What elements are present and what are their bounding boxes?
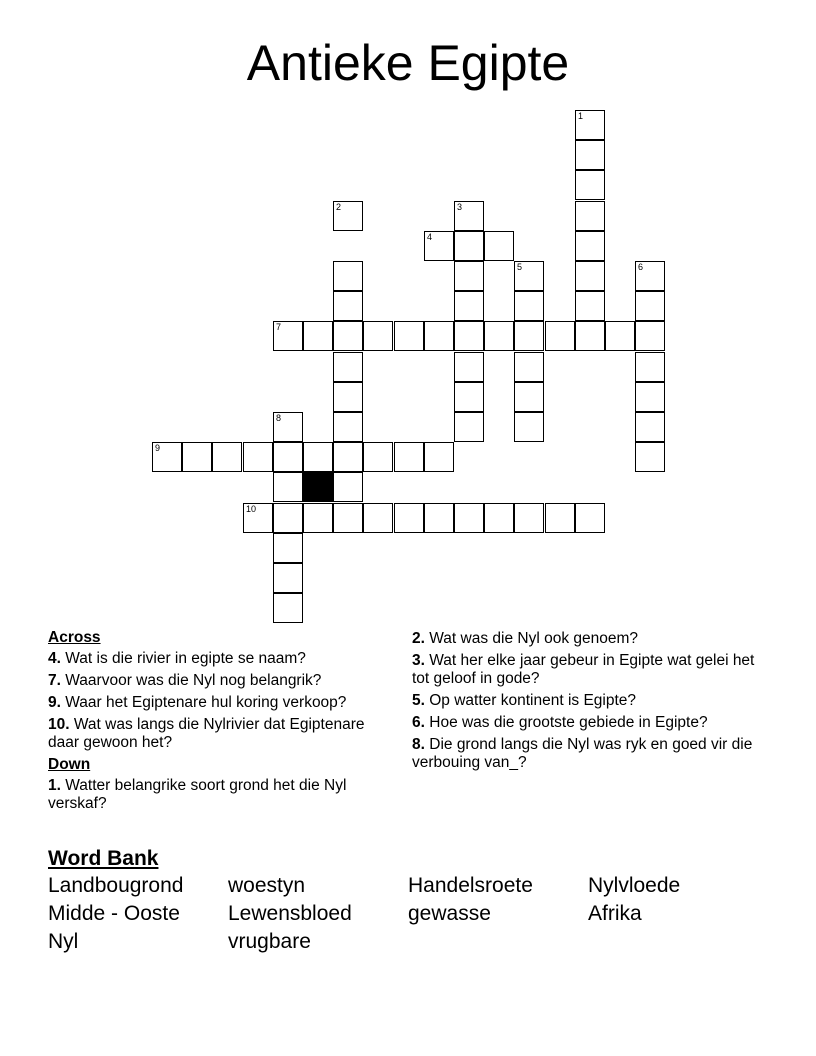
clue-down-6 <box>412 714 772 732</box>
cell-number: 10 <box>246 504 257 514</box>
clue-across-4 <box>48 650 398 668</box>
cell-number: 8 <box>276 413 282 423</box>
grid-cell[interactable] <box>424 321 454 351</box>
grid-cell[interactable] <box>484 321 514 351</box>
grid-cell[interactable] <box>575 110 605 140</box>
page-title: Antieke Egipte <box>246 35 570 91</box>
clue-down-2 <box>412 630 772 648</box>
grid-cell[interactable] <box>514 412 544 442</box>
clue-number: 5. <box>412 692 425 709</box>
clue-number: 7. <box>48 672 61 689</box>
grid-cell[interactable] <box>273 563 303 593</box>
black-square <box>303 472 333 502</box>
grid-cell[interactable] <box>545 503 575 533</box>
grid-cell[interactable] <box>454 231 484 261</box>
grid-cell[interactable] <box>575 170 605 200</box>
clue-text: Wat was die Nyl ook genoem? <box>429 630 639 647</box>
grid-cell[interactable] <box>514 503 544 533</box>
grid-cell[interactable] <box>575 291 605 321</box>
clue-text: Op watter kontinent is Egipte? <box>429 692 637 709</box>
grid-cell[interactable] <box>575 140 605 170</box>
grid-cell[interactable] <box>635 261 665 291</box>
grid-cell[interactable] <box>333 503 363 533</box>
grid-cell[interactable] <box>333 382 363 412</box>
clue-text: Die grond langs die Nyl was ryk en goed vir die verbouing van_? <box>412 736 753 771</box>
grid-cell[interactable] <box>635 382 665 412</box>
grid-cell[interactable] <box>424 503 454 533</box>
grid-cell[interactable] <box>273 472 303 502</box>
grid-cell[interactable] <box>333 472 363 502</box>
clues-left-column <box>48 627 398 817</box>
grid-cell[interactable] <box>635 321 665 351</box>
grid-cell[interactable] <box>454 321 484 351</box>
grid-cell[interactable] <box>243 503 273 533</box>
grid-cell[interactable] <box>454 261 484 291</box>
grid-cell[interactable] <box>394 442 424 472</box>
grid-cell[interactable] <box>454 412 484 442</box>
clue-number: 8. <box>412 736 425 753</box>
grid-cell[interactable] <box>605 321 635 351</box>
grid-cell[interactable] <box>545 321 575 351</box>
grid-cell[interactable] <box>152 442 182 472</box>
grid-cell[interactable] <box>454 352 484 382</box>
grid-cell[interactable] <box>514 321 544 351</box>
grid-cell[interactable] <box>273 503 303 533</box>
across-heading: Across <box>48 629 101 646</box>
clue-text: Wat is die rivier in egipte se naam? <box>65 650 306 667</box>
grid-cell[interactable] <box>303 503 333 533</box>
grid-cell[interactable] <box>243 442 273 472</box>
word-bank-item: Handelsroete <box>408 874 533 897</box>
grid-cell[interactable] <box>635 291 665 321</box>
word-bank-item: Midde - Ooste <box>48 902 180 925</box>
grid-cell[interactable] <box>454 291 484 321</box>
grid-cell[interactable] <box>394 503 424 533</box>
grid-cell[interactable] <box>333 261 363 291</box>
clue-down-5 <box>412 692 772 710</box>
grid-cell[interactable] <box>575 261 605 291</box>
clue-down-8 <box>412 736 772 772</box>
clue-down-3 <box>412 652 772 688</box>
clue-text: Hoe was die grootste gebiede in Egipte? <box>429 714 708 731</box>
clue-across-10 <box>48 716 398 752</box>
clue-number: 6. <box>412 714 425 731</box>
cell-number: 7 <box>276 322 282 332</box>
grid-cell[interactable] <box>484 503 514 533</box>
grid-cell[interactable] <box>635 442 665 472</box>
grid-cell[interactable] <box>575 231 605 261</box>
word-bank-item: gewasse <box>408 902 491 925</box>
grid-cell[interactable] <box>273 412 303 442</box>
down-heading: Down <box>48 756 91 773</box>
cell-number: 6 <box>638 262 644 272</box>
clue-across-7 <box>48 672 398 690</box>
grid-cell[interactable] <box>363 442 393 472</box>
clue-number: 2. <box>412 630 425 647</box>
cell-number: 9 <box>155 443 161 453</box>
cell-number: 3 <box>457 202 463 212</box>
grid-cell[interactable] <box>514 291 544 321</box>
word-bank-title: Word Bank <box>48 847 159 870</box>
word-bank-item: vrugbare <box>228 930 311 953</box>
grid-cell[interactable] <box>212 442 242 472</box>
grid-cell[interactable] <box>484 231 514 261</box>
grid-cell[interactable] <box>363 503 393 533</box>
clues-right-column <box>412 627 772 776</box>
word-bank-item: Afrika <box>588 902 642 925</box>
grid-cell[interactable] <box>363 321 393 351</box>
grid-cell[interactable] <box>514 352 544 382</box>
grid-cell[interactable] <box>575 321 605 351</box>
word-bank-item: Landbougrond <box>48 874 184 897</box>
word-bank-item: Lewensbloed <box>228 902 352 925</box>
grid-cell[interactable] <box>303 321 333 351</box>
grid-cell[interactable] <box>454 382 484 412</box>
grid-cell[interactable] <box>424 442 454 472</box>
word-bank-item: woestyn <box>228 874 306 897</box>
grid-cell[interactable] <box>333 352 363 382</box>
grid-cell[interactable] <box>273 533 303 563</box>
grid-cell[interactable] <box>424 231 454 261</box>
grid-cell[interactable] <box>333 442 363 472</box>
grid-cell[interactable] <box>273 321 303 351</box>
grid-cell[interactable] <box>182 442 212 472</box>
grid-cell[interactable] <box>333 201 363 231</box>
clue-number: 1. <box>48 777 61 794</box>
grid-cell[interactable] <box>514 382 544 412</box>
clue-number: 3. <box>412 652 425 669</box>
grid-cell[interactable] <box>273 442 303 472</box>
clue-text: Wat was langs die Nylrivier dat Egiptenare daar gewoon het? <box>48 716 365 751</box>
cell-number: 2 <box>336 202 342 212</box>
clue-number: 10. <box>48 716 70 733</box>
word-bank-item: Nyl <box>48 930 79 953</box>
clue-number: 4. <box>48 650 61 667</box>
clue-number: 9. <box>48 694 61 711</box>
grid-cell[interactable] <box>273 593 303 623</box>
grid-cell[interactable] <box>454 201 484 231</box>
grid-cell[interactable] <box>454 503 484 533</box>
grid-cell[interactable] <box>575 201 605 231</box>
clue-text: Waar het Egiptenare hul koring verkoop? <box>65 694 347 711</box>
clue-text: Watter belangrike soort grond het die Nyl verskaf? <box>48 777 347 812</box>
grid-cell[interactable] <box>575 503 605 533</box>
word-bank-item: Nylvloede <box>588 874 681 897</box>
clue-text: Wat her elke jaar gebeur in Egipte wat gelei het tot geloof in gode? <box>412 652 755 687</box>
grid-cell[interactable] <box>635 352 665 382</box>
grid-cell[interactable] <box>635 412 665 442</box>
cell-number: 5 <box>517 262 523 272</box>
cell-number: 4 <box>427 232 433 242</box>
cell-number: 1 <box>578 111 584 121</box>
grid-cell[interactable] <box>303 442 333 472</box>
grid-cell[interactable] <box>333 291 363 321</box>
grid-cell[interactable] <box>333 412 363 442</box>
grid-cell[interactable] <box>333 321 363 351</box>
grid-cell[interactable] <box>394 321 424 351</box>
clue-down-1 <box>48 777 398 813</box>
grid-cell[interactable] <box>514 261 544 291</box>
clue-across-9 <box>48 694 398 712</box>
clue-text: Waarvoor was die Nyl nog belangrik? <box>65 672 322 689</box>
